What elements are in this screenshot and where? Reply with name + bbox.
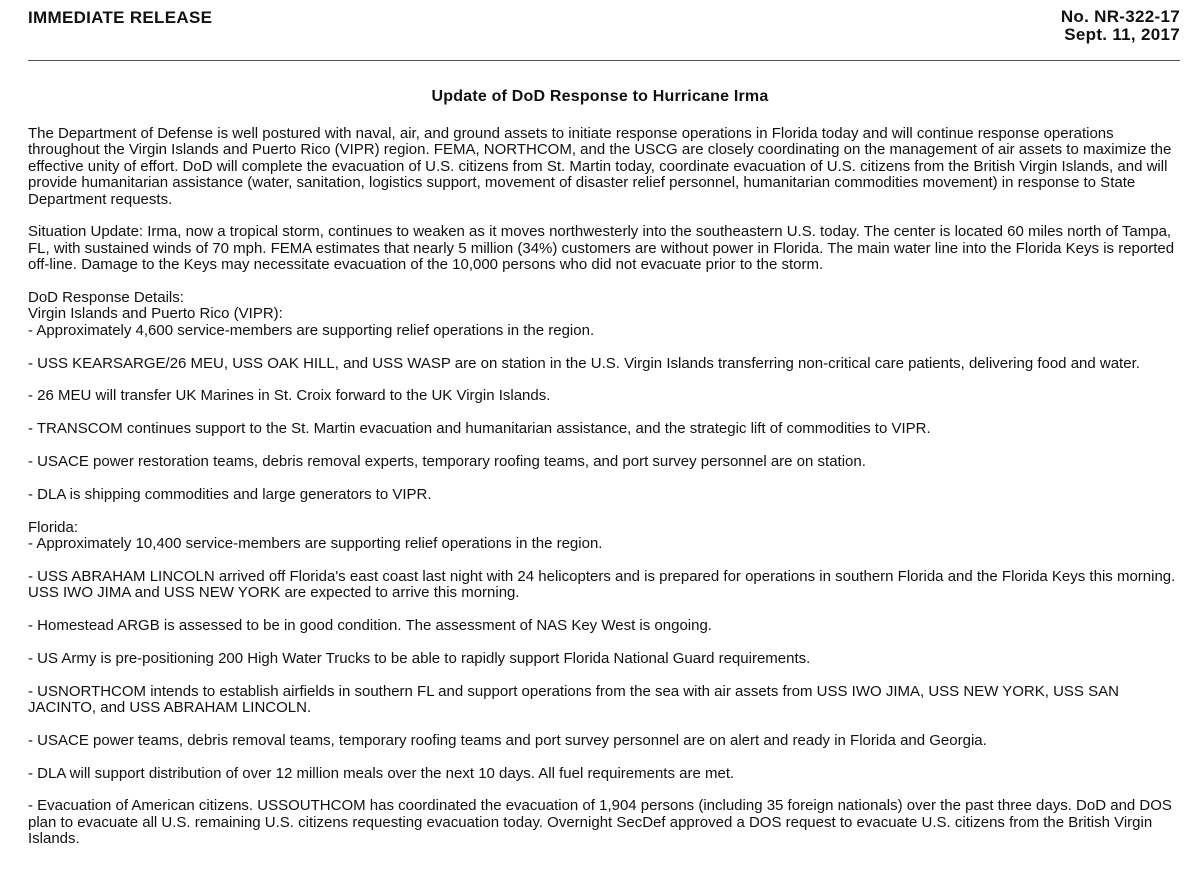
vipr-item: - 26 MEU will transfer UK Marines in St. Croix forward to the UK Virgin Islands. (28, 387, 551, 405)
vipr-item: - DLA is shipping commodities and large generators to VIPR. (28, 485, 432, 503)
release-number: No. NR-322-17 (1060, 7, 1180, 26)
florida-item: - US Army is pre-positioning 200 High Water Trucks to be able to rapidly support Florida National Guard requirements. (28, 649, 811, 667)
vipr-heading: Virgin Islands and Puerto Rico (VIPR): (28, 305, 283, 323)
florida-heading: Florida: (28, 518, 79, 536)
florida-item: - USACE power teams, debris removal teams, temporary roofing teams and port survey personnel are on alert and ready in Florida and Georgia. (28, 731, 987, 749)
details-heading: DoD Response Details: (28, 289, 184, 307)
florida-item: - USS ABRAHAM LINCOLN arrived off Florida's east coast last night with 24 helicopters and is prepared for operations in southern Florida and the Florida Keys this morning. USS IWO JIMA and USS NEW YORK are expected to arrive this morning. (28, 567, 1176, 602)
release-label: IMMEDIATE RELEASE (28, 8, 213, 27)
florida-item: - Approximately 10,400 service-members are supporting relief operations in the region. (28, 535, 603, 553)
release-date: Sept. 11, 2017 (1064, 25, 1180, 44)
florida-item: - DLA will support distribution of over 12 million meals over the next 10 days. All fuel requirements are met. (28, 764, 735, 782)
situation-paragraph: Situation Update: Irma, now a tropical storm, continues to weaken as it moves northwesterly into the southeastern U.S. today. The center is located 60 miles north of Tampa, FL, with sustained winds of 70 mph. FEMA estimates that nearly 5 million (34%) customers are without power in Florida. The main water line into the Florida Keys is reported off-line. Damage to the Keys may necessitate evacuation of the 10,000 persons who did not evacuate prior to the storm. (28, 223, 1175, 274)
intro-paragraph: The Department of Defense is well postured with naval, air, and ground assets to initiate response operations in Florida today and will continue response operations throughout the Virgin Islands and Puerto Rico (VIPR) region. FEMA, NORTHCOM, and the USCG are closely coordinating on the management of air assets to maximize the effective unity of effort. DoD will complete the evacuation of U.S. citizens from St. Martin today, coordinate evacuation of U.S. citizens from the British Virgin Islands, and will provide humanitarian assistance (water, sanitation, logistics support, movement of disaster relief personnel, humanitarian commodities movement) in response to State Department requests. (28, 125, 1172, 208)
vipr-item: - USACE power restoration teams, debris removal experts, temporary roofing teams, and port survey personnel are on station. (28, 453, 866, 471)
document-body (28, 126, 1188, 848)
vipr-item: - Approximately 4,600 service-members are supporting relief operations in the region. (28, 321, 595, 339)
vipr-item: - USS KEARSARGE/26 MEU, USS OAK HILL, and USS WASP are on station in the U.S. Virgin Islands transferring non-critical care patients, delivering food and water. (28, 354, 1140, 372)
florida-item: - Homestead ARGB is assessed to be in good condition. The assessment of NAS Key West is ongoing. (28, 617, 712, 635)
header-divider (28, 60, 1180, 61)
document-title: Update of DoD Response to Hurricane Irma (431, 88, 769, 105)
vipr-item: - TRANSCOM continues support to the St. Martin evacuation and humanitarian assistance, and the strategic lift of commodities to VIPR. (28, 420, 931, 438)
release-info (1061, 8, 1180, 44)
florida-item: - Evacuation of American citizens. USSOUTHCOM has coordinated the evacuation of 1,904 persons (including 35 foreign nationals) over the past three days. DoD and DOS plan to evacuate all U.S. remaining U.S. citizens requesting evacuation today. Overnight SecDef approved a DOS request to evacuate U.S. citizens from the British Virgin Islands. (28, 797, 1172, 848)
florida-item: - USNORTHCOM intends to establish airfields in southern FL and support operations from the sea with air assets from USS IWO JIMA, USS NEW YORK, USS SAN JACINTO, and USS ABRAHAM LINCOLN. (28, 682, 1119, 717)
